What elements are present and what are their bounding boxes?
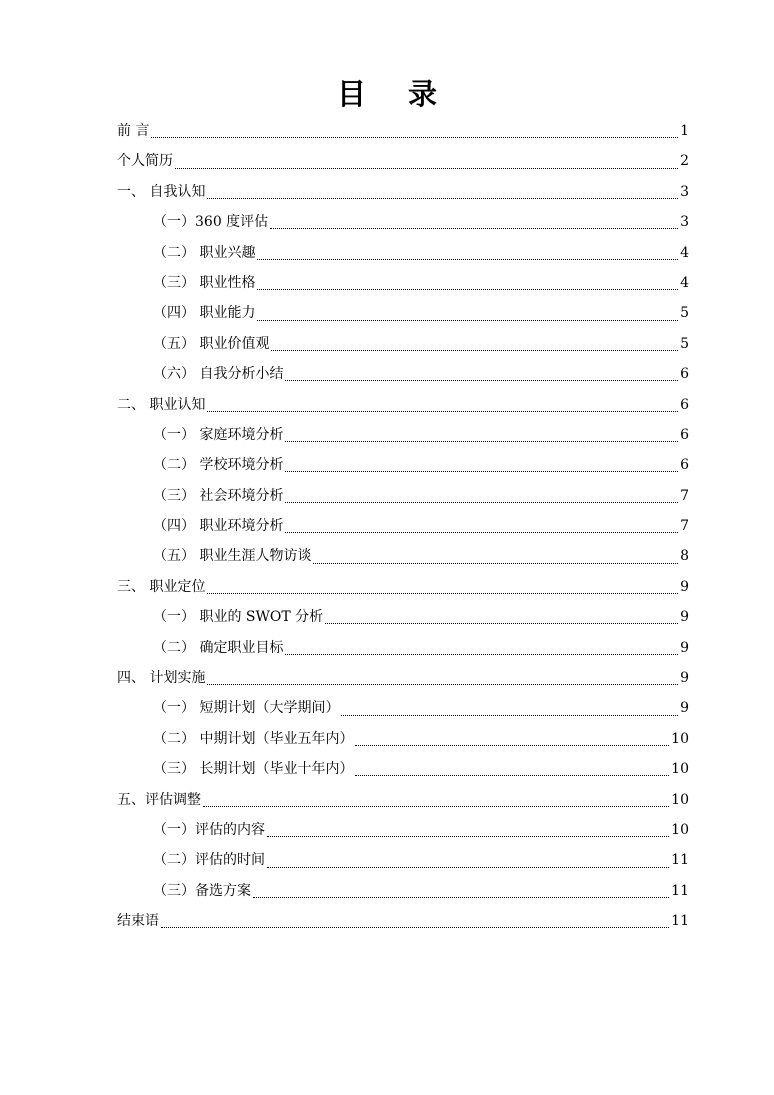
toc-entry[interactable] — [117, 602, 689, 632]
toc-entry-page-number: 5 — [680, 335, 689, 352]
toc-entry-page-number: 2 — [680, 153, 689, 170]
toc-entry-page-number: 10 — [671, 761, 689, 778]
toc-entry[interactable] — [117, 207, 689, 237]
dot-leader — [285, 440, 678, 442]
toc-entry[interactable] — [117, 177, 689, 207]
toc-entry-label: 结束语 — [117, 913, 159, 930]
toc-entry-label: （二）评估的时间 — [153, 852, 265, 869]
toc-entry-page-number: 10 — [671, 791, 689, 808]
toc-entry-page-number: 9 — [680, 639, 689, 656]
dot-leader — [267, 835, 669, 837]
toc-entry-label: 一、 自我认知 — [117, 183, 206, 200]
dot-leader — [257, 258, 678, 260]
toc-entry[interactable] — [117, 329, 689, 359]
toc-entry[interactable] — [117, 450, 689, 480]
toc-entry-label: 四、 计划实施 — [117, 670, 206, 687]
dot-leader — [285, 501, 678, 503]
toc-entry-label: （一）评估的内容 — [153, 821, 265, 838]
toc-entry-label: 个人简历 — [117, 153, 173, 170]
dot-leader — [285, 470, 678, 472]
toc-entry[interactable] — [117, 633, 689, 663]
toc-entry[interactable] — [117, 754, 689, 784]
toc-entry[interactable] — [117, 815, 689, 845]
toc-entry-label: （五） 职业价值观 — [153, 335, 270, 352]
dot-leader — [271, 349, 678, 351]
dot-leader — [313, 562, 678, 564]
toc-entry[interactable] — [117, 359, 689, 389]
toc-entry-label: 前 言 — [117, 123, 150, 139]
toc-entry-label: 三、 职业定位 — [117, 578, 206, 595]
toc-entry-page-number: 10 — [671, 730, 689, 747]
dot-leader — [285, 531, 678, 533]
toc-entry-page-number: 3 — [680, 214, 689, 231]
dot-leader — [355, 774, 669, 776]
toc-entry[interactable] — [117, 390, 689, 420]
toc-entry-label: （二） 中期计划（毕业五年内） — [153, 730, 354, 747]
toc-entry-page-number: 4 — [680, 244, 689, 261]
toc-entry-label: （三）备选方案 — [153, 882, 251, 899]
toc-entry-page-number: 11 — [671, 852, 689, 869]
toc-entry-label: （一） 职业的 SWOT 分析 — [153, 609, 324, 626]
table-of-contents — [117, 116, 689, 937]
toc-entry-label: （四） 职业能力 — [153, 305, 256, 322]
toc-entry-label: （二） 确定职业目标 — [153, 639, 284, 656]
dot-leader — [151, 136, 678, 138]
toc-entry-label: （一） 短期计划（大学期间） — [153, 700, 340, 717]
toc-entry[interactable] — [117, 541, 689, 571]
dot-leader — [270, 227, 678, 229]
toc-entry[interactable] — [117, 876, 689, 906]
toc-entry[interactable] — [117, 146, 689, 176]
toc-entry-page-number: 6 — [680, 366, 689, 383]
toc-entry-page-number: 9 — [680, 700, 689, 717]
toc-entry[interactable] — [117, 420, 689, 450]
toc-entry[interactable] — [117, 724, 689, 754]
toc-entry-page-number: 9 — [680, 609, 689, 626]
dot-leader — [341, 714, 678, 716]
toc-entry-page-number: 6 — [680, 396, 689, 413]
toc-entry-label: （三） 社会环境分析 — [153, 487, 284, 504]
toc-entry[interactable] — [117, 663, 689, 693]
toc-entry-label: （五） 职业生涯人物访谈 — [153, 548, 312, 565]
dot-leader — [325, 622, 678, 624]
dot-leader — [285, 379, 678, 381]
toc-entry-page-number: 10 — [671, 821, 689, 838]
toc-entry[interactable] — [117, 572, 689, 602]
toc-entry-label: （三） 长期计划（毕业十年内） — [153, 761, 354, 778]
toc-entry-label: （三） 职业性格 — [153, 274, 256, 291]
toc-entry-label: （四） 职业环境分析 — [153, 518, 284, 535]
toc-entry-label: 五、评估调整 — [117, 791, 201, 808]
toc-entry-label: （一） 家庭环境分析 — [153, 426, 284, 443]
toc-entry-page-number: 5 — [680, 305, 689, 322]
toc-entry[interactable] — [117, 906, 689, 936]
toc-entry-label: （一）360 度评估 — [153, 214, 269, 231]
toc-entry-page-number: 8 — [680, 548, 689, 565]
dot-leader — [257, 288, 678, 290]
toc-entry[interactable] — [117, 238, 689, 268]
toc-entry[interactable] — [117, 845, 689, 875]
page-title: 目 录 — [336, 77, 454, 111]
dot-leader — [257, 319, 678, 321]
toc-entry[interactable] — [117, 481, 689, 511]
toc-entry-label: （二） 职业兴趣 — [153, 244, 256, 261]
dot-leader — [203, 805, 669, 807]
toc-entry-page-number: 4 — [680, 274, 689, 291]
toc-entry-page-number: 9 — [680, 670, 689, 687]
toc-entry-label: （二） 学校环境分析 — [153, 457, 284, 474]
toc-entry[interactable] — [117, 298, 689, 328]
dot-leader — [285, 653, 678, 655]
toc-entry[interactable] — [117, 116, 689, 146]
dot-leader — [207, 592, 678, 594]
dot-leader — [207, 197, 678, 199]
dot-leader — [207, 410, 678, 412]
toc-entry-page-number: 7 — [680, 487, 689, 504]
toc-entry-page-number: 11 — [671, 913, 689, 930]
toc-entry-label: 二、 职业认知 — [117, 396, 206, 413]
toc-entry-page-number: 1 — [680, 123, 689, 139]
dot-leader — [253, 896, 669, 898]
toc-entry[interactable] — [117, 511, 689, 541]
toc-entry[interactable] — [117, 693, 689, 723]
toc-entry[interactable] — [117, 785, 689, 815]
toc-entry-page-number: 7 — [680, 518, 689, 535]
dot-leader — [267, 866, 669, 868]
toc-entry-label: （六） 自我分析小结 — [153, 366, 284, 383]
dot-leader — [161, 926, 669, 928]
toc-entry-page-number: 9 — [680, 578, 689, 595]
toc-entry-page-number: 6 — [680, 457, 689, 474]
toc-entry[interactable] — [117, 268, 689, 298]
dot-leader — [175, 167, 678, 169]
toc-entry-page-number: 6 — [680, 426, 689, 443]
dot-leader — [355, 744, 669, 746]
dot-leader — [207, 683, 678, 685]
toc-entry-page-number: 11 — [671, 882, 689, 899]
toc-entry-page-number: 3 — [680, 183, 689, 200]
